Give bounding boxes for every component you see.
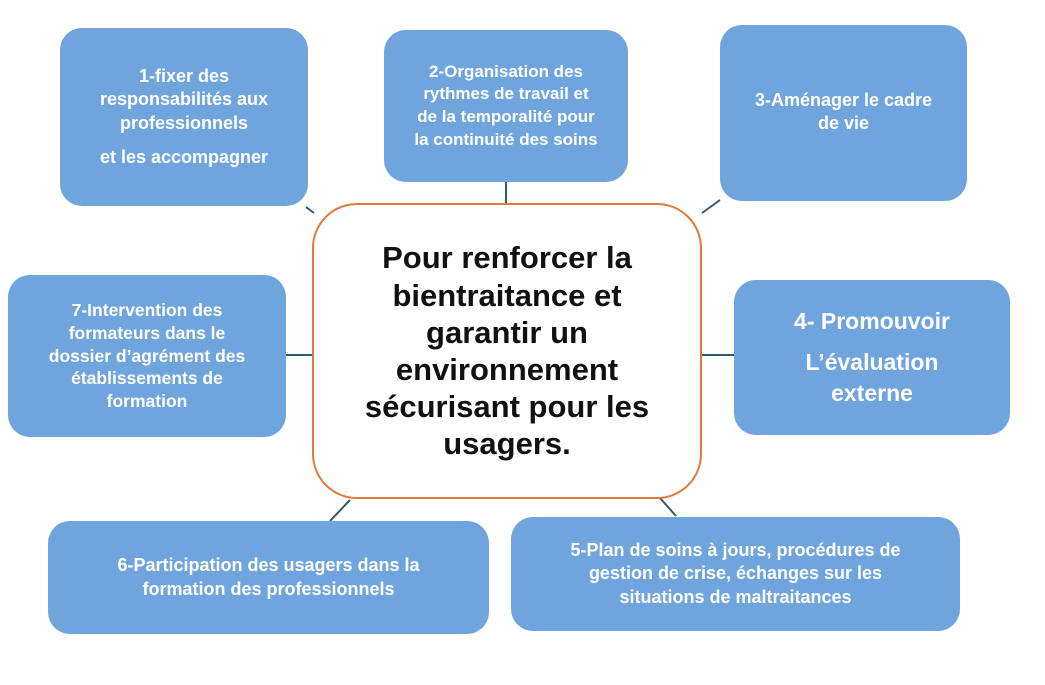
central-line: sécurisant pour les [364,389,650,425]
central-statement [312,203,702,499]
node-6-line: formation des professionnels [142,578,395,599]
node-4-line: L’évaluation [805,348,939,375]
node-6-line: 6-Participation des usagers dans la [117,555,420,576]
node-1-line: responsabilités aux [99,89,269,110]
central-line: garantir un [426,314,588,350]
central-line: Pour renforcer la [382,240,632,276]
node-3-line: de vie [817,113,870,134]
central-line: usagers. [443,426,571,462]
node-4-title: 4- Promouvoir [794,307,950,334]
node-2-line: la continuité des soins [414,129,598,149]
node-1-responsabilites [60,28,308,206]
central-text [365,239,649,462]
node-5-line: gestion de crise, échanges sur les [588,563,883,584]
node-6-participation [48,521,489,634]
connector-3 [702,200,720,213]
node-7-line: formateurs dans le [68,322,226,343]
node-1-line: professionnels [119,112,249,133]
node-2-line: 2-Organisation des [429,61,583,81]
connector-6 [330,500,350,521]
node-1-line: 1-fixer des [138,65,230,86]
node-5-plan-de-soins [511,517,960,631]
node-7-intervention [8,275,286,437]
node-3-cadre-de-vie [720,25,967,201]
node-1-extra: et les accompagner [99,146,269,167]
node-5-line: situations de maltraitances [619,586,852,607]
connector-1 [306,207,314,213]
node-2-organisation [384,30,628,182]
node-4-evaluation [734,280,1010,435]
node-4-line: externe [831,380,913,407]
central-line: bientraitance et [392,277,622,313]
node-3-line: 3-Aménager le cadre [754,90,933,110]
node-7-line: dossier d’agrément des [48,345,246,366]
node-2-line: rythmes de travail et [423,84,589,104]
node-7-line: formation [106,391,188,412]
node-5-line: 5-Plan de soins à jours, procédures de [570,539,901,560]
node-2-line: de la temporalité pour [417,107,595,126]
node-7-line: 7-Intervention des [71,300,223,321]
central-line: environnement [395,352,619,387]
connector-5 [660,498,676,516]
node-7-line: établissements de [71,368,223,389]
